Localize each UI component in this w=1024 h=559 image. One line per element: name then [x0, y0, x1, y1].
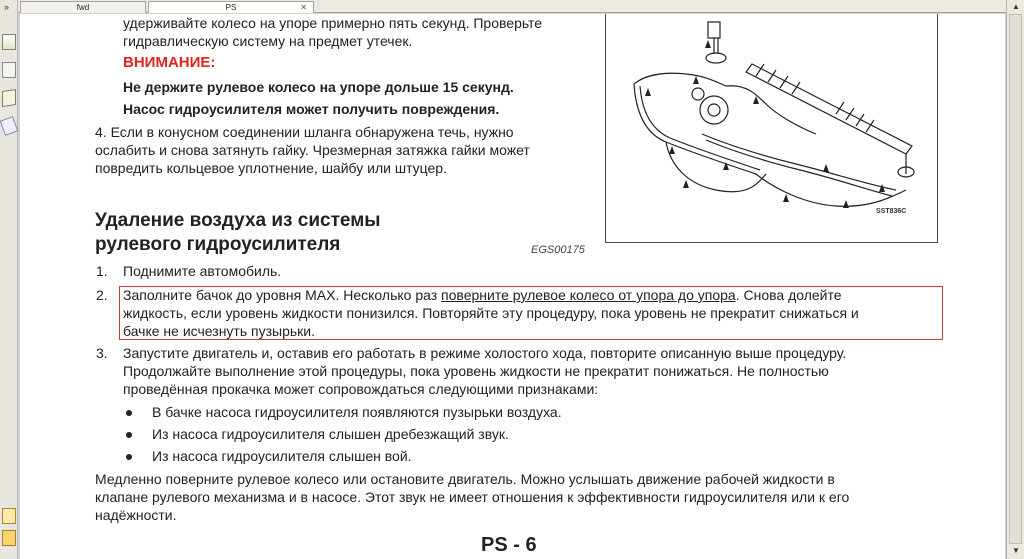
- pages-icon[interactable]: [2, 34, 16, 50]
- navigation-panel: [0, 0, 18, 559]
- steering-diagram: [605, 14, 938, 243]
- panel-toggle-icon[interactable]: »: [4, 2, 10, 12]
- list-number: 3.: [96, 345, 108, 361]
- tab-fwd[interactable]: [20, 1, 146, 13]
- list-item-text: Поднимите автомобиль.: [123, 263, 282, 279]
- document-page: [20, 14, 1005, 559]
- closing-text: Медленно поверните рулевое колесо или остановите двигатель. Можно услышать движение рабочей жидкости в: [95, 471, 835, 487]
- tab-label: PS: [225, 3, 237, 12]
- bullet-text: Из насоса гидроусилителя слышен вой.: [152, 448, 412, 464]
- lock-icon[interactable]: [2, 530, 16, 546]
- warning-text: Не держите рулевое колесо на упоре дольше 15 секунд.: [123, 79, 514, 95]
- list-item-text: бачке не исчезнуть пузырьки.: [123, 323, 315, 339]
- tab-ps[interactable]: [148, 1, 314, 13]
- section-code: EGS00175: [531, 244, 585, 256]
- warning-title: ВНИМАНИЕ:: [123, 54, 216, 71]
- text-segment: Заполните бачок до уровня MAX. Несколько раз: [123, 287, 442, 303]
- close-tab-icon[interactable]: ✕: [300, 3, 307, 12]
- copy-icon[interactable]: [2, 62, 16, 78]
- closing-text: клапане рулевого механизма и в насосе. Этот звук не имеет отношения к эффективности гидроусилителя или к его: [95, 489, 850, 505]
- page-number: PS - 6: [481, 534, 537, 556]
- list-item-text: жидкость, если уровень жидкости понизился. Повторяйте эту процедуру, пока уровень не прекратит снижаться и: [123, 305, 859, 321]
- intro-text: гидравлическую систему на предмет утечек.: [123, 33, 413, 49]
- figure-label: SST836C: [876, 208, 907, 215]
- underlined-text: поверните рулевое колесо от упора до упора: [441, 287, 736, 303]
- list-item-text: проведённая прокачка может сопровождаться следующими признаками:: [123, 381, 599, 397]
- list-item-text: [123, 286, 842, 304]
- warning-text: Насос гидроусилителя может получить повреждения.: [123, 101, 500, 117]
- step4-text: ослабить и снова затянуть гайку. Чрезмерная затяжка гайки может: [95, 142, 530, 158]
- bullet-text: В бачке насоса гидроусилителя появляются пузырьки воздуха.: [152, 404, 562, 420]
- bullet-icon: [126, 454, 132, 460]
- text-segment: . Снова долейте: [735, 287, 842, 303]
- scroll-down-icon[interactable]: ▼: [1012, 546, 1020, 555]
- list-item-text: Запустите двигатель и, оставив его работать в режиме холостого хода, повторите описанную выше процедуру.: [123, 345, 847, 361]
- section-heading: Удаление воздуха из системы: [95, 210, 381, 231]
- list-number: 2.: [96, 287, 108, 303]
- closing-text: надёжности.: [95, 507, 177, 523]
- bullet-text: Из насоса гидроусилителя слышен дребезжащий звук.: [152, 426, 509, 442]
- attachment-icon[interactable]: [0, 116, 18, 136]
- bullet-icon: [126, 432, 132, 438]
- section-heading: рулевого гидроусилителя: [95, 234, 341, 255]
- bullet-icon: [126, 410, 132, 416]
- folder-icon[interactable]: [2, 508, 16, 524]
- scroll-up-icon[interactable]: ▲: [1012, 2, 1020, 11]
- vertical-scrollbar[interactable]: [1006, 0, 1024, 559]
- list-number: 1.: [96, 263, 108, 279]
- step4-text: 4. Если в конусном соединении шланга обнаружена течь, нужно: [95, 124, 514, 140]
- note-icon[interactable]: [2, 89, 16, 107]
- tab-label: fwd: [76, 3, 90, 12]
- tab-bar: [18, 0, 1006, 13]
- scroll-thumb[interactable]: [1009, 14, 1022, 544]
- list-item-text: Продолжайте выполнение этой процедуры, пока уровень жидкости не прекратит понижаться. Не полностью: [123, 363, 829, 379]
- step4-text: повредить кольцевое уплотнение, шайбу или штуцер.: [95, 160, 447, 176]
- intro-text: удерживайте колесо на упоре примерно пять секунд. Проверьте: [123, 15, 543, 31]
